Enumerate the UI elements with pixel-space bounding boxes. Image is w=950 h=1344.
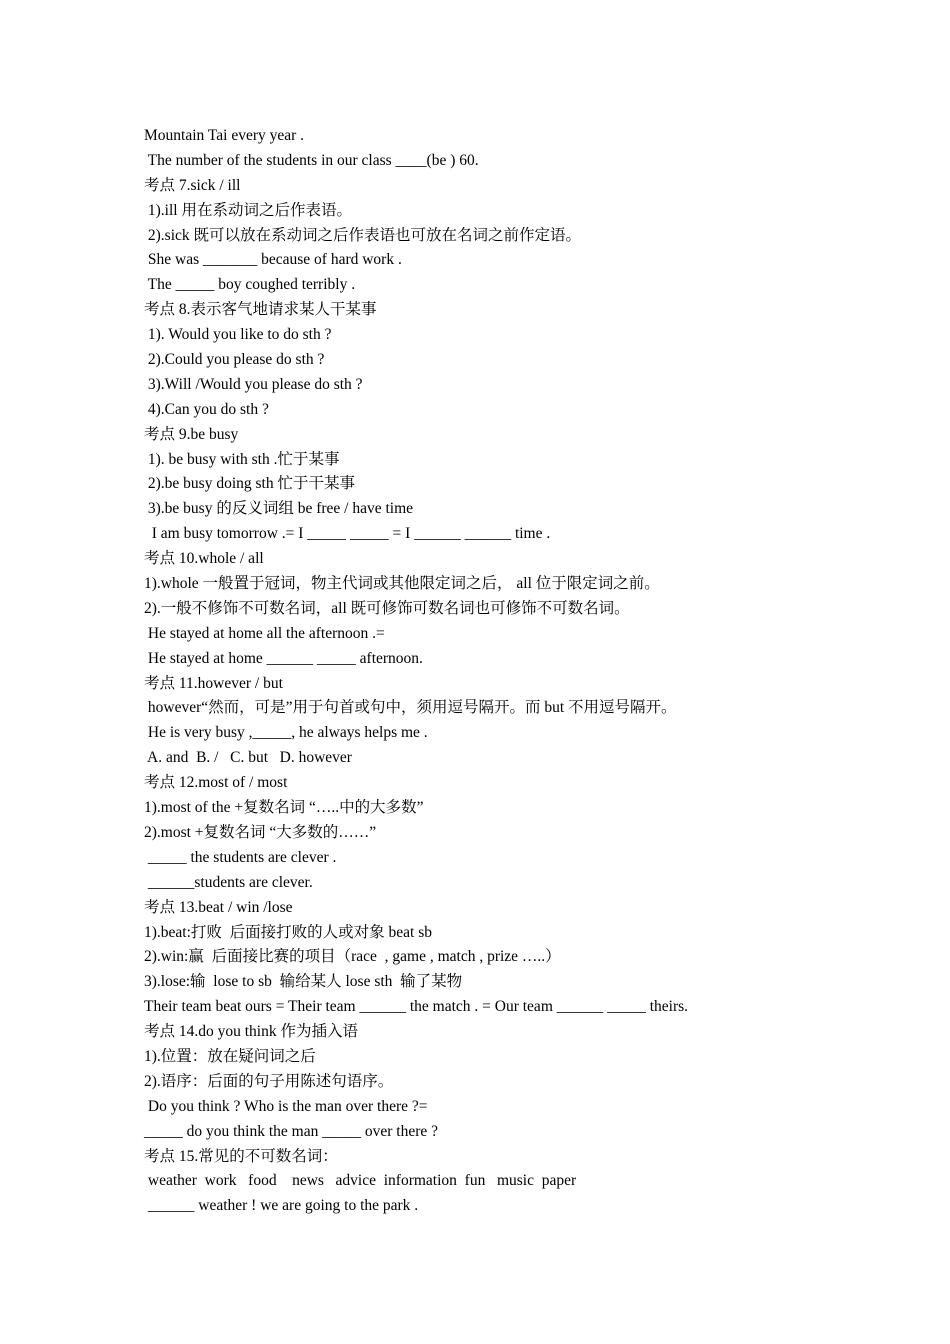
exercise-line: She was _______ because of hard work .: [144, 251, 402, 269]
text-line: 2).sick 既可以放在系动词之后作表语也可放在名词之前作定语。: [144, 226, 582, 244]
text-line: 1).ill 用在系动词之后作表语。: [144, 201, 352, 219]
exercise-line: He stayed at home all the afternoon .=: [144, 624, 385, 642]
section-heading: 考点 9.be busy: [144, 425, 239, 443]
text-line: 1). be busy with sth .忙于某事: [144, 450, 340, 468]
section-heading: 考点 14.do you think 作为插入语: [144, 1023, 358, 1041]
exercise-line: Do you think ? Who is the man over there ?=: [144, 1097, 428, 1115]
text-line: however“然而，可是”用于句首或句中，须用逗号隔开。而 but 不用逗号隔开。: [144, 699, 677, 717]
exercise-options: A. and B. / C. but D. however: [144, 749, 352, 767]
text-line: 1).beat:打败 后面接打败的人或对象 beat sb: [144, 923, 433, 941]
text-line: The number of the students in our class ____(be ) 60.: [144, 151, 479, 169]
section-heading: 考点 11.however / but: [144, 674, 283, 692]
text-line: 3).Will /Would you please do sth ?: [144, 375, 363, 393]
text-line: 2).win:赢 后面接比赛的项目（race , game , match , prize …..）: [144, 948, 561, 966]
exercise-line: He is very busy ,_____, he always helps me .: [144, 724, 428, 742]
exercise-line: The _____ boy coughed terribly .: [144, 276, 356, 294]
exercise-line: _____ do you think the man _____ over there ?: [144, 1122, 439, 1140]
section-heading: 考点 12.most of / most: [144, 774, 288, 792]
section-heading: 考点 15.常见的不可数名词：: [144, 1147, 338, 1165]
text-line: 1).whole 一般置于冠词，物主代词或其他限定词之后， all 位于限定词之前。: [144, 575, 660, 593]
word-list: weather work food news advice information fun music paper: [144, 1172, 577, 1190]
text-line: 1).most of the +复数名词 “…..中的大多数”: [144, 799, 424, 817]
exercise-line: ______ weather ! we are going to the park .: [144, 1197, 419, 1215]
exercise-line: I am busy tomorrow .= I _____ _____ = I ______ ______ time .: [144, 525, 551, 543]
exercise-line: _____ the students are clever .: [144, 848, 337, 866]
text-line: 1).位置：放在疑问词之后: [144, 1047, 316, 1065]
text-line: 2).Could you please do sth ?: [144, 351, 325, 369]
section-heading: 考点 7.sick / ill: [144, 176, 241, 194]
text-line: 1). Would you like to do sth ?: [144, 326, 332, 344]
text-line: 2).most +复数名词 “大多数的……”: [144, 823, 377, 841]
section-heading: 考点 13.beat / win /lose: [144, 898, 293, 916]
text-line: 4).Can you do sth ?: [144, 400, 269, 418]
text-line: 2).语序：后面的句子用陈述句语序。: [144, 1072, 394, 1090]
text-line: 3).lose:输 lose to sb 输给某人 lose sth 输了某物: [144, 973, 463, 991]
exercise-line: Their team beat ours = Their team ______ the match . = Our team ______ _____ theirs.: [144, 998, 689, 1016]
exercise-line: He stayed at home ______ _____ afternoon.: [144, 649, 423, 667]
text-line: Mountain Tai every year .: [144, 127, 305, 144]
section-heading: 考点 10.whole / all: [144, 550, 264, 568]
text-line: 2).be busy doing sth 忙于干某事: [144, 475, 355, 493]
exercise-line: ______students are clever.: [144, 873, 313, 891]
text-line: 2).一般不修饰不可数名词，all 既可修饰可数名词也可修饰不可数名词。: [144, 599, 630, 617]
document-body: [144, 124, 864, 1219]
text-line: 3).be busy 的反义词组 be free / have time: [144, 500, 414, 518]
section-heading: 考点 8.表示客气地请求某人干某事: [144, 301, 377, 319]
